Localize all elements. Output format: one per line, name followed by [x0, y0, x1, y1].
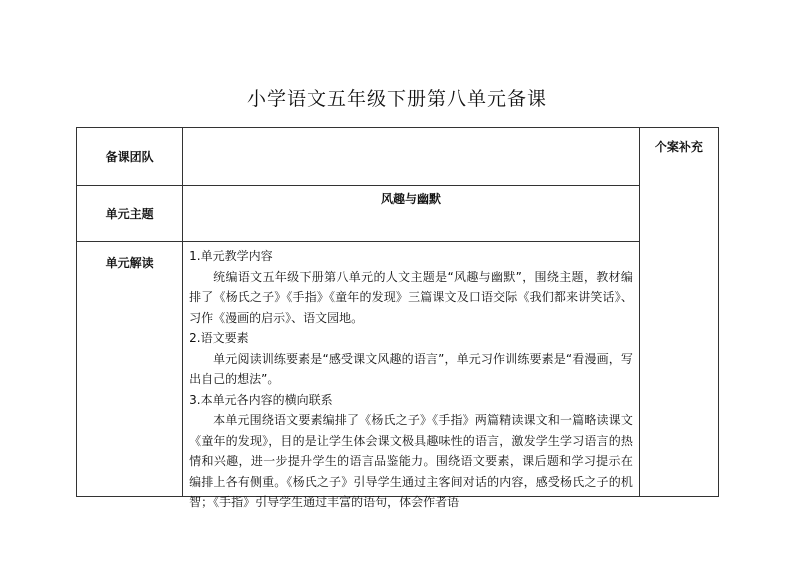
document-title: 小学语文五年级下册第八单元备课 [246, 88, 547, 110]
section-heading: 1.单元教学内容 [189, 249, 273, 263]
table-row [77, 242, 719, 497]
theme-value: 风趣与幽默 [183, 186, 640, 242]
section-text: 单元阅读训练要素是“感受课文风趣的语言”，单元习作训练要素是“看漫画，写出自己的想法”。 [189, 351, 633, 386]
section-text: 本单元围绕语文要素编排了《杨氏之子》《手指》两篇精读课文和一篇略读课文《童年的发现》，目的是让学生体会课文极具趣味性的语言，激发学生学习语言的热情和兴趣，进一步提升学生的语言品鉴能力。围绕语文要素，课后题和学习提示在编排上各有侧重。《杨氏之子》引导学生通过主客间对话的内容，感受杨氏之子的机智；《手指》引导学生通过丰富的语句，体会作者语 [189, 413, 633, 509]
supplement-label: 个案补充 [639, 128, 718, 497]
table-row [77, 128, 719, 186]
section-heading: 2.语文要素 [189, 331, 249, 345]
table-row [77, 186, 719, 242]
team-label: 备课团队 [77, 128, 183, 186]
section-heading: 3.本单元各内容的横向联系 [189, 392, 333, 407]
lesson-plan-table [76, 127, 719, 509]
section-text: 统编语文五年级下册第八单元的人文主题是“风趣与幽默”，围绕主题，教材编排了《杨氏之子》《手指》《童年的发现》三篇课文及口语交际《我们都来讲笑话》、习作《漫画的启示》、语文园地。 [189, 269, 633, 325]
theme-label: 单元主题 [77, 186, 183, 242]
interpretation-content [183, 242, 640, 509]
interpretation-label: 单元解读 [77, 242, 183, 497]
team-value-cell [183, 128, 640, 186]
